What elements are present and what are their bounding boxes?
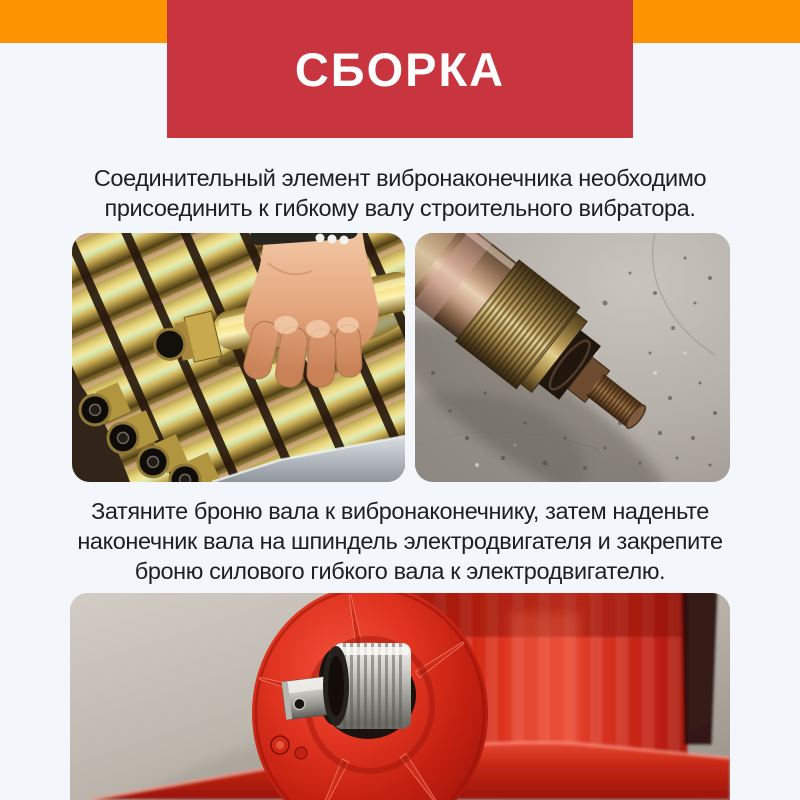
- step1-line2: присоединить к гибкому валу строительного вибратора.: [104, 195, 696, 221]
- shaft-tip-illustration: [415, 233, 730, 482]
- step2-line2: наконечник вала на шпиндель электродвигателя и закрепите: [77, 528, 723, 554]
- page-title: СБОРКА: [294, 42, 506, 96]
- step2-line3: броню силового гибкого вала к электродвигателю.: [134, 558, 666, 584]
- threaded-collar: [323, 643, 411, 729]
- hand-illustration: [241, 233, 378, 389]
- title-banner: [167, 0, 633, 138]
- step2-text: [0, 496, 800, 586]
- step1-text: [0, 163, 800, 223]
- electric-motor-illustration: [70, 593, 730, 800]
- step1-line1: Соединительный элемент вибронаконечника необходимо: [93, 165, 707, 191]
- photo-electric-motor: [70, 593, 730, 800]
- step2-line1: Затяните броню вала к вибронаконечнику, затем наденьте: [91, 498, 709, 524]
- flexible-shafts-illustration: [72, 233, 405, 482]
- photo-flexible-shafts: [72, 233, 405, 482]
- photo-shaft-tip: [415, 233, 730, 482]
